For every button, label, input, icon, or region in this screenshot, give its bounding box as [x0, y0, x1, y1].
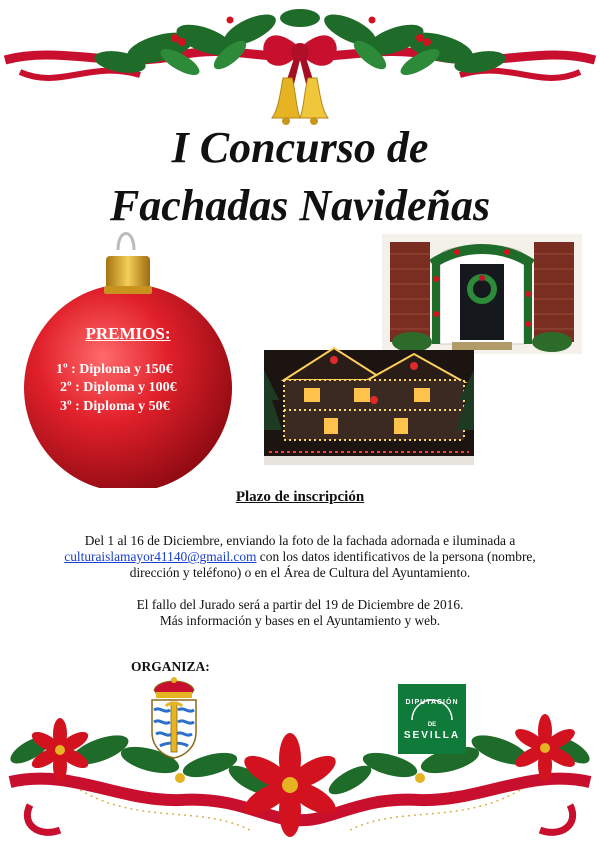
diputacion-arc-icon: [398, 684, 466, 754]
title-line-1: I Concurso de: [171, 123, 429, 172]
diputacion-sevilla-logo: [398, 684, 466, 754]
diputacion-de-label: DE: [427, 722, 437, 728]
christmas-ornament-image: [22, 228, 234, 488]
registration-heading: Plazo de inscripción: [235, 489, 365, 505]
illuminated-house-photo: [264, 340, 474, 465]
title-line-2: Fachadas Navideñas: [109, 181, 491, 230]
top-christmas-garland: [0, 0, 600, 140]
prizes-heading: PREMIOS:: [85, 324, 171, 343]
prize-second: 2º : Diploma y 100€: [60, 380, 177, 395]
email-link[interactable]: culturaislamayor41140@gmail.com: [64, 549, 257, 564]
prize-first: 1º : Diploma y 150€: [56, 362, 173, 377]
diputacion-label: DIPUTACIÓN: [405, 699, 459, 706]
more-info-text: Más información y bases en el Ayuntamiento y web.: [159, 613, 441, 628]
decorated-door-photo: [382, 234, 582, 354]
jury-paragraph: [40, 597, 560, 629]
organiza-label: ORGANIZA:: [131, 659, 210, 674]
sevilla-label: SEVILLA: [403, 730, 461, 741]
registration-text-after: con los datos identificativos de la persona (nombre, dirección y teléfono) o en el Área de Cultura del Ayuntamiento.: [129, 549, 536, 580]
prize-third: 3º : Diploma y 50€: [60, 399, 170, 414]
jury-date-text: El fallo del Jurado será a partir del 19 de Diciembre de 2016.: [136, 597, 464, 612]
bottom-christmas-garland: [0, 710, 600, 849]
municipal-coat-of-arms-logo: [146, 676, 202, 760]
registration-text-before: Del 1 al 16 de Diciembre, enviando la foto de la fachada adornada e iluminada a: [84, 533, 516, 548]
registration-paragraph: [40, 533, 560, 581]
